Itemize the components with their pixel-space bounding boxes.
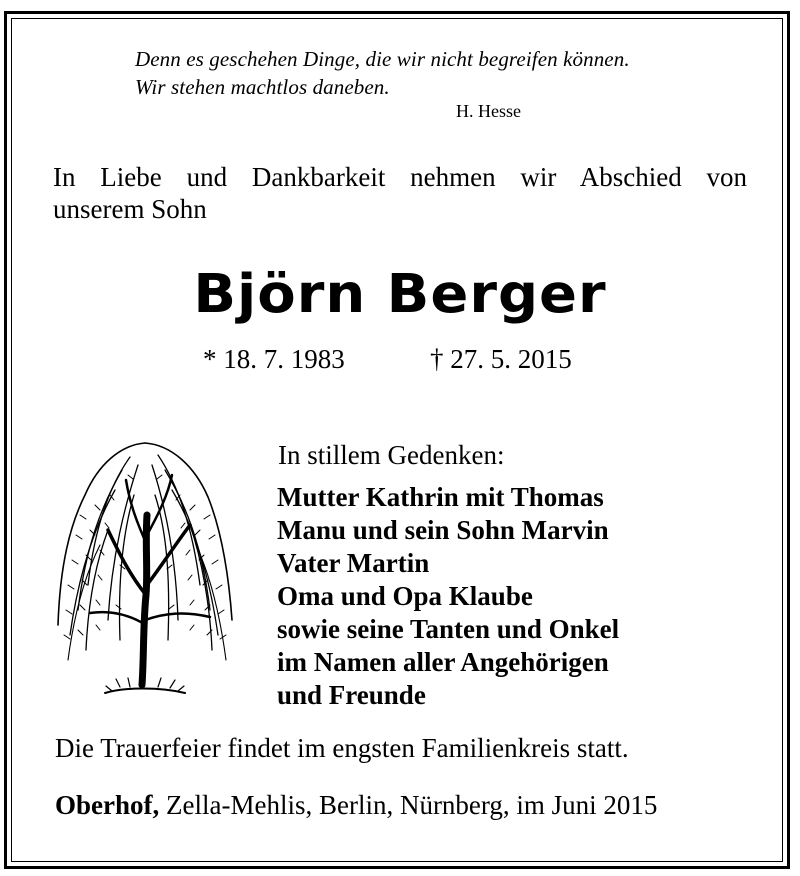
mourner-line: und Freunde	[277, 680, 426, 710]
place-rest: Zella-Mehlis, Berlin, Nürnberg, im Juni 2015	[159, 790, 658, 820]
mourner-line: im Namen aller Angehörigen	[277, 647, 609, 677]
intro-line-2: unserem Sohn	[53, 194, 207, 224]
quote	[135, 45, 630, 101]
quote-line-1: Denn es geschehen Dinge, die wir nicht begreifen können.	[135, 47, 630, 71]
deceased-name: Björn Berger	[193, 263, 607, 326]
intro-text	[53, 161, 747, 225]
place-date-line	[55, 790, 657, 821]
mourner-line: Oma und Opa Klaube	[277, 581, 533, 611]
funeral-note: Die Trauerfeier findet im engsten Familienkreis statt.	[55, 733, 629, 763]
death-date: † 27. 5. 2015	[430, 344, 572, 374]
mourner-line: sowie seine Tanten und Onkel	[277, 614, 620, 644]
mourner-line: Manu und sein Sohn Marvin	[277, 515, 609, 545]
intro-line-1: In Liebe und Dankbarkeit nehmen wir Abschied von	[53, 162, 747, 192]
quote-line-2: Wir stehen machtlos daneben.	[135, 75, 390, 99]
birth-date: * 18. 7. 1983	[203, 344, 345, 374]
mourners-heading: In stillem Gedenken:	[278, 440, 505, 470]
weeping-willow-icon	[50, 435, 240, 700]
mourners-list	[277, 481, 619, 712]
mourner-line: Mutter Kathrin mit Thomas	[277, 482, 604, 512]
quote-author: H. Hesse	[456, 101, 521, 121]
mourner-line: Vater Martin	[277, 548, 430, 578]
place-main: Oberhof,	[55, 790, 160, 820]
